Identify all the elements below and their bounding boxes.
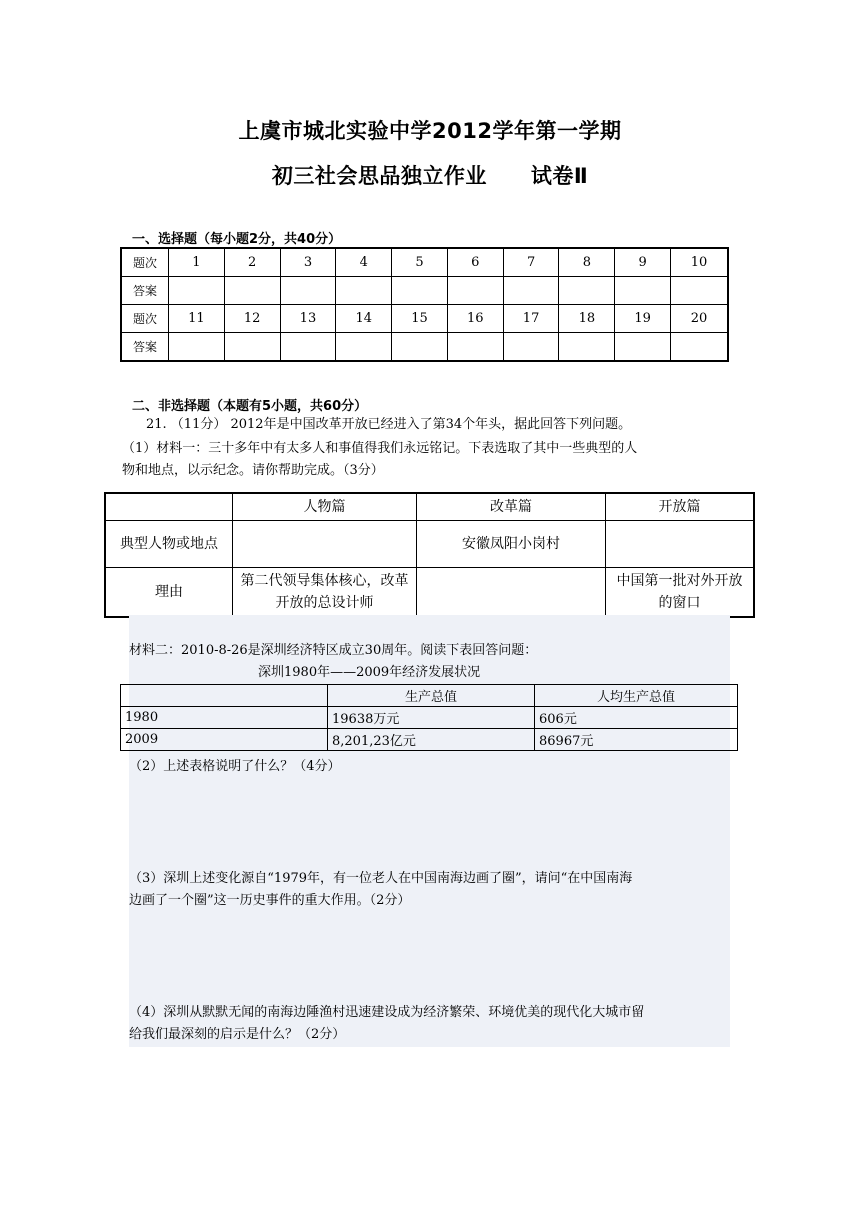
question-number: 18	[559, 305, 615, 333]
q21-4-text: （4）深圳从默默无闻的南海边陲渔村迅速建设成为经济繁荣、环境优美的现代化大城市留	[129, 1005, 645, 1020]
table-header: 人均生产总值	[535, 685, 738, 707]
table-header: 开放篇	[606, 493, 755, 521]
answer-cell[interactable]	[280, 333, 336, 362]
question-number: 6	[447, 248, 503, 277]
subtitle-right: 试卷Ⅱ	[530, 164, 589, 188]
table-header: 人物篇	[233, 493, 417, 521]
answer-cell[interactable]	[336, 277, 392, 305]
answer-cell[interactable]	[671, 333, 728, 362]
q21-4-text: 给我们最深刻的启示是什么？（2分）	[129, 1027, 346, 1042]
table-cell: 安徽凤阳小岗村	[417, 521, 606, 568]
answer-cell[interactable]	[417, 568, 606, 618]
answer-cell[interactable]	[280, 277, 336, 305]
q21-3-text: 边画了一个圈”这一历史事件的重大作用。（2分）	[129, 893, 411, 908]
question-number: 12	[224, 305, 280, 333]
answer-cell[interactable]	[503, 277, 559, 305]
question-number: 10	[671, 248, 728, 277]
section2-heading: 二、非选择题（本题有5小题，共60分）	[132, 399, 368, 414]
table-row	[121, 248, 728, 277]
answer-cell[interactable]	[392, 277, 448, 305]
table-row	[121, 685, 738, 707]
table-cell: 19638万元	[328, 707, 535, 729]
answer-cell[interactable]	[169, 277, 225, 305]
table-row	[121, 707, 738, 729]
row-label: 理由	[105, 568, 233, 618]
table-row	[121, 729, 738, 751]
figures-places-table	[104, 492, 755, 618]
row-label: 题次	[121, 305, 169, 333]
q21-3-text: （3）深圳上述变化源自“1979年，有一位老人在中国南海边画了圈”，请问“在中国南海	[129, 871, 633, 886]
question-number: 15	[392, 305, 448, 333]
table-header	[121, 685, 328, 707]
table-header: 改革篇	[417, 493, 606, 521]
question-number: 7	[503, 248, 559, 277]
question-number: 11	[169, 305, 225, 333]
table-cell: 1980	[121, 707, 328, 729]
question-number: 20	[671, 305, 728, 333]
table-cell: 第二代领导集体核心，改革开放的总设计师	[233, 568, 417, 618]
answer-cell[interactable]	[392, 333, 448, 362]
answer-cell[interactable]	[447, 277, 503, 305]
table-header	[105, 493, 233, 521]
row-label: 答案	[121, 277, 169, 305]
question-number: 13	[280, 305, 336, 333]
table-header: 生产总值	[328, 685, 535, 707]
answer-cell[interactable]	[336, 333, 392, 362]
answer-cell[interactable]	[224, 333, 280, 362]
table-row	[105, 521, 754, 568]
answer-cell[interactable]	[606, 521, 755, 568]
table-row	[121, 333, 728, 362]
answer-cell[interactable]	[169, 333, 225, 362]
material2-text: 材料二：2010-8-26是深圳经济特区成立30周年。阅读下表回答问题：	[129, 643, 538, 658]
answer-cell[interactable]	[503, 333, 559, 362]
q21-intro: 21. （11分） 2012年是中国改革开放已经进入了第34个年头，据此回答下列问题。	[146, 417, 632, 432]
section1-heading: 一、选择题（每小题2分，共40分）	[132, 232, 342, 247]
subtitle-left: 初三社会思品独立作业	[271, 164, 487, 188]
question-number: 17	[503, 305, 559, 333]
question-number: 16	[447, 305, 503, 333]
table-row	[121, 305, 728, 333]
answer-cell[interactable]	[615, 277, 671, 305]
table-cell: 中国第一批对外开放的窗口	[606, 568, 755, 618]
table2-caption: 深圳1980年——2009年经济发展状况	[258, 665, 481, 680]
table-cell: 8,201,23亿元	[328, 729, 535, 751]
q21-2-text: （2）上述表格说明了什么？（4分）	[129, 759, 341, 774]
table-row	[105, 493, 754, 521]
answer-sheet-table	[120, 247, 729, 362]
table-cell: 606元	[535, 707, 738, 729]
question-number: 4	[336, 248, 392, 277]
page-title: 上虞市城北实验中学2012学年第一学期	[238, 119, 622, 143]
question-number: 14	[336, 305, 392, 333]
row-label: 典型人物或地点	[105, 521, 233, 568]
row-label: 题次	[121, 248, 169, 277]
page-subtitle	[0, 160, 860, 190]
table-cell: 86967元	[535, 729, 738, 751]
answer-cell[interactable]	[233, 521, 417, 568]
question-number: 3	[280, 248, 336, 277]
table-row	[121, 277, 728, 305]
answer-cell[interactable]	[224, 277, 280, 305]
answer-cell[interactable]	[615, 333, 671, 362]
row-label: 答案	[121, 333, 169, 362]
q21-1-text: 物和地点，以示纪念。请你帮助完成。（3分）	[122, 463, 384, 478]
question-number: 9	[615, 248, 671, 277]
question-number: 8	[559, 248, 615, 277]
shenzhen-economy-table	[120, 684, 738, 751]
answer-cell[interactable]	[559, 277, 615, 305]
table-cell: 2009	[121, 729, 328, 751]
question-number: 5	[392, 248, 448, 277]
q21-1-text: （1）材料一：三十多年中有太多人和事值得我们永远铭记。下表选取了其中一些典型的人	[122, 441, 638, 456]
answer-cell[interactable]	[447, 333, 503, 362]
table-row	[105, 568, 754, 618]
question-number: 1	[169, 248, 225, 277]
answer-cell[interactable]	[671, 277, 728, 305]
answer-cell[interactable]	[559, 333, 615, 362]
question-number: 19	[615, 305, 671, 333]
question-number: 2	[224, 248, 280, 277]
